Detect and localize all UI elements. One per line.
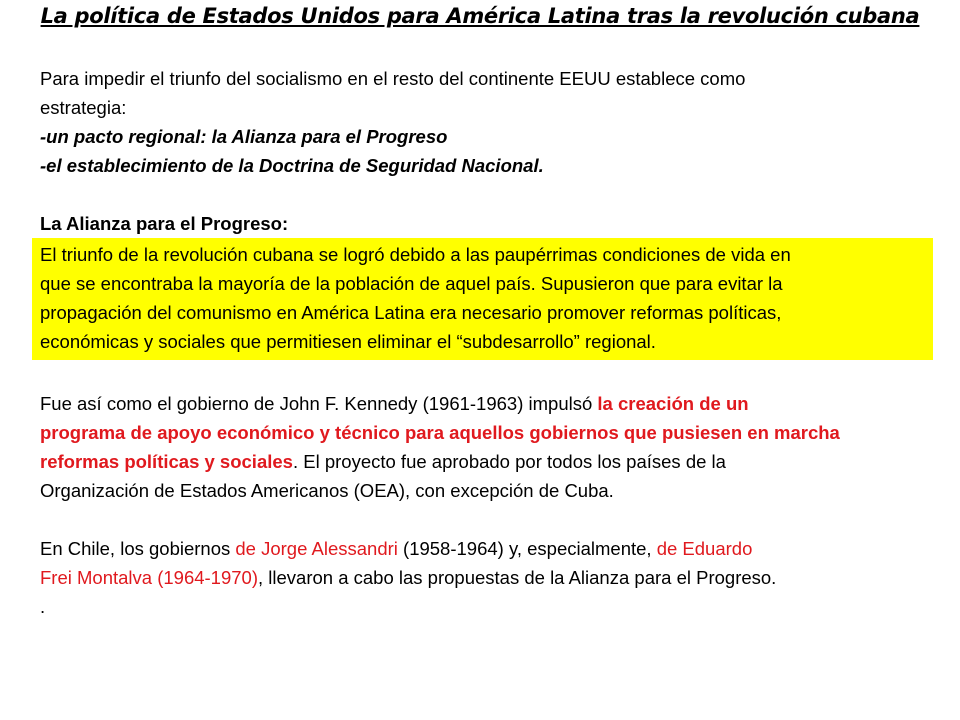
chile-text: , llevaron a cabo las propuestas de la Alianza para el Progreso. <box>258 567 777 588</box>
kennedy-emphasis: la creación de un <box>597 393 749 414</box>
slide-title: La política de Estados Unidos para América Latina tras la revolución cubana <box>40 4 920 28</box>
intro-line-2: estrategia: <box>40 97 127 118</box>
intro-bullet-doctrina: -el establecimiento de la Doctrina de Seguridad Nacional. <box>40 155 544 176</box>
slide-body <box>40 64 940 621</box>
kennedy-line-1 <box>40 389 940 418</box>
intro-line-1: Para impedir el triunfo del socialismo en el resto del continente EEUU establece como <box>40 68 746 89</box>
kennedy-line-2: programa de apoyo económico y técnico para aquellos gobiernos que pusiesen en marcha <box>40 422 840 443</box>
chile-text: (1958-1964) y, especialmente, <box>397 538 657 559</box>
kennedy-emphasis: reformas políticas y sociales <box>40 451 293 472</box>
kennedy-text: Fue así como el gobierno de John F. Kennedy (1961-1963) impulsó <box>40 393 598 414</box>
trailing-dot: . <box>40 596 46 617</box>
frei-name-part2: Frei Montalva (1964-1970) <box>40 567 258 588</box>
alessandri-name: de Jorge Alessandri <box>235 538 398 559</box>
highlighted-paragraph <box>32 238 933 360</box>
chile-line-1 <box>40 534 940 563</box>
alianza-line-2: que se encontraba la mayoría de la población de aquel país. Supusieron que para evitar la <box>40 273 783 294</box>
alianza-heading: La Alianza para el Progreso: <box>40 213 289 234</box>
chile-line-2 <box>40 563 940 592</box>
frei-name-part1: de Eduardo <box>656 538 753 559</box>
kennedy-text: . El proyecto fue aprobado por todos los países de la <box>292 451 726 472</box>
intro-bullet-alianza: -un pacto regional: la Alianza para el Progreso <box>40 126 448 147</box>
alianza-line-4: económicas y sociales que permitiesen eliminar el “subdesarrollo” regional. <box>40 331 656 352</box>
kennedy-line-4: Organización de Estados Americanos (OEA), con excepción de Cuba. <box>40 480 614 501</box>
alianza-line-3: propagación del comunismo en América Latina era necesario promover reformas políticas, <box>40 302 782 323</box>
kennedy-line-3 <box>40 447 940 476</box>
blank-line <box>40 360 940 389</box>
blank-line <box>40 505 940 534</box>
chile-text: En Chile, los gobiernos <box>40 538 236 559</box>
alianza-line-1: El triunfo de la revolución cubana se logró debido a las paupérrimas condiciones de vida en <box>40 244 791 265</box>
blank-line <box>40 180 940 209</box>
